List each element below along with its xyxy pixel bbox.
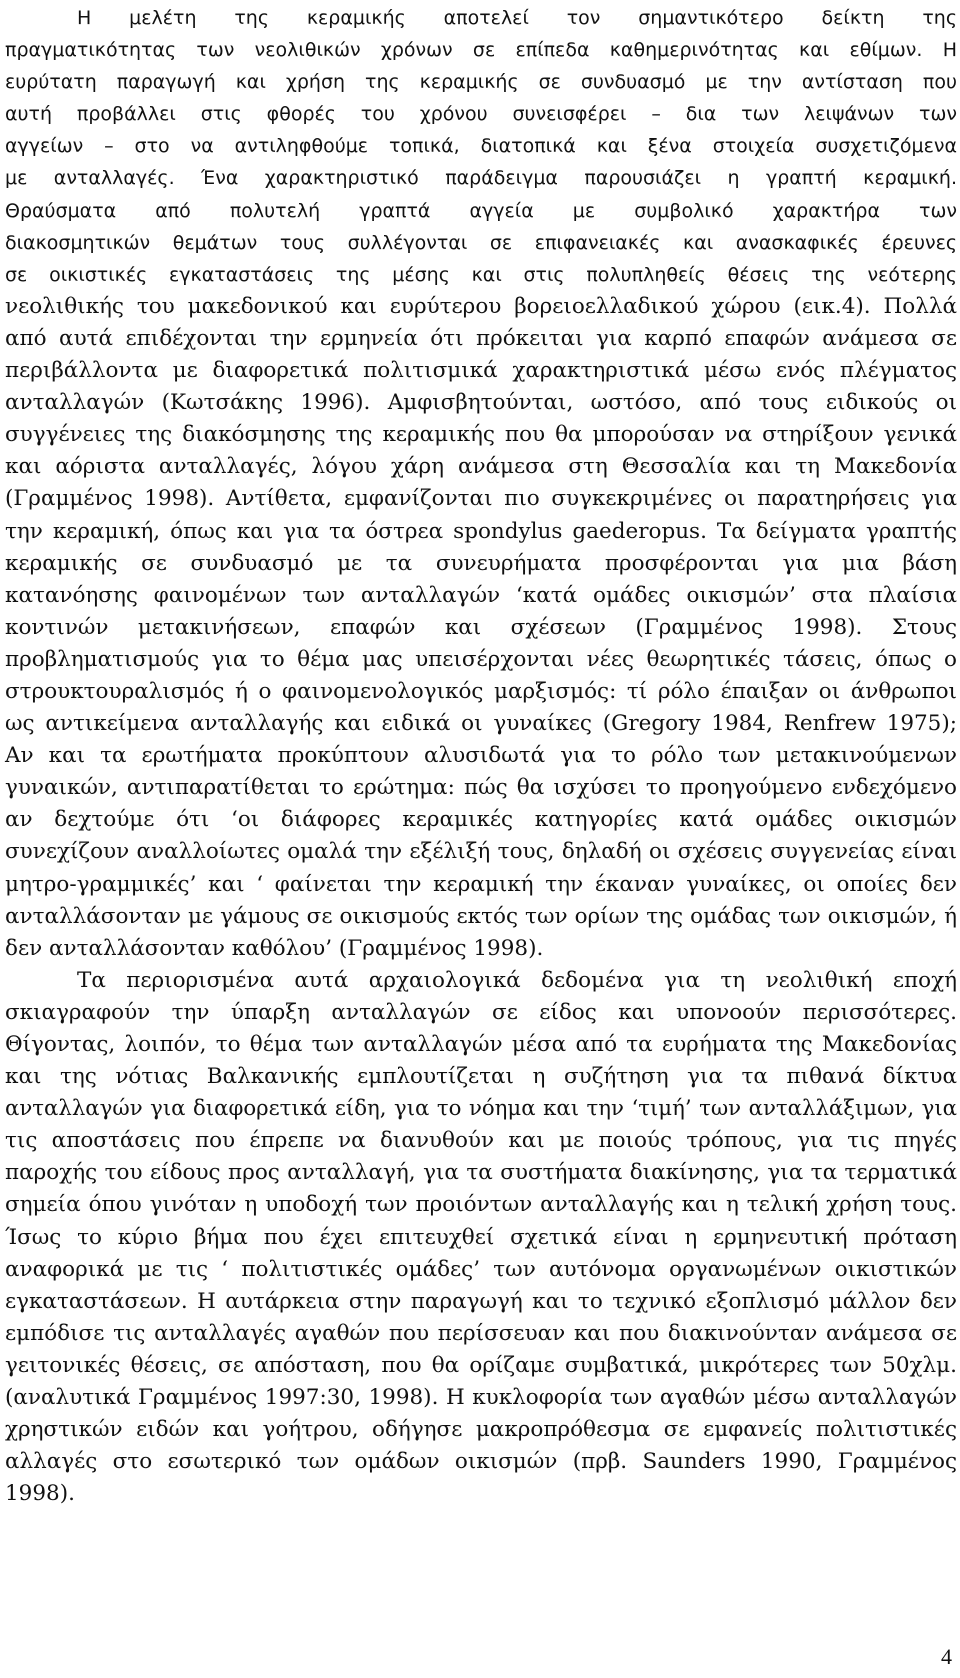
page-number: 4 (941, 1644, 952, 1669)
text-line: παροχής του είδους προς ανταλλαγή, για τα συστήματα διακίνησης, για τα τερματικά (5, 1160, 957, 1186)
text-line: με ανταλλαγές. Ένα χαρακτηριστικό παράδειγμα παρουσιάζει η γραπτή κεραμική. (5, 167, 957, 190)
text-line: κοντινών μετακινήσεων, επαφών και σχέσεων (Γραμμένος 1998). Στους (5, 614, 957, 640)
text-line: κεραμικής σε συνδυασμό με τα συνευρήματα προσφέρονται για μια βάση (5, 550, 957, 576)
text-line: γυναικών, αντιπαρατίθεται το ερώτημα: πώς θα ισχύσει το προηγούμενο ενδεχόμενο (5, 775, 957, 801)
text-line: σημεία όπου γινόταν η υποδοχή των προιόντων ανταλλαγής και η τελική χρήση τους. (5, 1192, 957, 1218)
text-line: Ίσως το κύριο βήμα που έχει επιτευχθεί σχετικά είναι η ερμηνευτική πρόταση (5, 1224, 957, 1250)
text-line: στρουκτουραλισμός ή ο φαινομενολογικός μαρξισμός: τί ρόλο έπαιξαν οι άνθρωποι (5, 678, 957, 704)
text-line: περιβάλλοντα με διαφορετικά πολιτισμικά χαρακτηριστικά μέσω ενός πλέγματος (5, 358, 957, 384)
text-line: την κεραμική, όπως και για τα όστρεα spondylus gaederopus. Τα δείγματα γραπτής (5, 518, 957, 544)
text-line: αλλαγές στο εσωτερικό των ομάδων οικισμών (πρβ. Saunders 1990, Γραμμένος (5, 1449, 957, 1475)
text-line: ανταλλαγών για διαφορετικά είδη, για το νόημα και την ‘τιμή’ των ανταλλάξιμων, για (5, 1096, 957, 1122)
text-line: Θίγοντας, λοιπόν, το θέμα των ανταλλαγών μέσα από τα ευρήματα της Μακεδονίας (5, 1032, 957, 1057)
text-line: νεολιθικής του μακεδονικού και ευρύτερου βορειοελλαδικού χώρου (εικ.4). Πολλά (5, 293, 957, 319)
text-line: τις αποστάσεις που έπρεπε να διανυθούν και με ποιούς τρόπους, για τις πηγές (5, 1128, 957, 1154)
text-line: αυτή προβάλλει στις φθορές του χρόνου συνεισφέρει – δια των λειψάνων των (5, 103, 957, 126)
text-line: διακοσμητικών θεμάτων τους συλλέγονται σε επιφανειακές και ανασκαφικές έρευνες (5, 231, 957, 254)
text-line: Θραύσματα από πολυτελή γραπτά αγγεία με συμβολικό χαρακτήρα των (5, 199, 957, 222)
text-line: Αν και τα ερωτήματα προκύπτουν αλυσιδωτά για το ρόλο των μετακινούμενων (5, 743, 957, 769)
text-line: Τα περιορισμένα αυτά αρχαιολογικά δεδομένα για τη νεολιθική εποχή (77, 967, 957, 993)
text-line: γειτονικές θέσεις, σε απόσταση, που θα ορίζαμε συμβατικά, μικρότερες των 50χλμ. (5, 1352, 957, 1378)
text-line: 1998). (5, 1481, 75, 1507)
text-line: συγγένειες της διακόσμησης της κεραμικής που θα μπορούσαν να στηρίξουν γενικά (5, 422, 957, 448)
text-line: και αόριστα ανταλλαγές, λόγου χάρη ανάμεσα στη Θεσσαλία και τη Μακεδονία (5, 454, 957, 480)
text-line: δεν ανταλλάσονταν καθόλου’ (Γραμμένος 1998). (5, 935, 544, 961)
text-line: ανταλλάσονταν με γάμους σε οικισμούς εκτός των ορίων της ομάδας των οικισμών, ή (5, 903, 957, 929)
text-line: αν δεχτούμε ότι ‘οι διάφορες κεραμικές κατηγορίες κατά ομάδες οικισμών (5, 807, 957, 833)
text-line: αγγείων – στο να αντιληφθούμε τοπικά, διατοπικά και ξένα στοιχεία συσχετιζόμενα (5, 135, 957, 158)
body-text (5, 2, 957, 1510)
text-line: ευρύτατη παραγωγή και χρήση της κεραμικής σε συνδυασμό με την αντίσταση που (5, 71, 957, 94)
text-line: χρηστικών ειδών και γοήτρου, οδήγησε μακροπρόθεσμα σε εμφανείς πολιτιστικές (5, 1417, 957, 1443)
text-line: μητρο-γραμμικές’ και ‘ φαίνεται την κεραμική την έκαναν γυναίκες, οι οποίες δεν (5, 871, 957, 897)
text-line: σε οικιστικές εγκαταστάσεις της μέσης και στις πολυπληθείς θέσεις της νεότερης (5, 263, 957, 286)
text-line: αναφορικά με τις ‘ πολιτιστικές ομάδες’ των αυτόνομα οργανωμένων οικιστικών (5, 1256, 957, 1282)
text-line: ως αντικείμενα ανταλλαγής και ειδικά οι γυναίκες (Gregory 1984, Renfrew 1975); (5, 711, 957, 737)
text-line: (Γραμμένος 1998). Αντίθετα, εμφανίζονται πιο συγκεκριμένες οι παρατηρήσεις για (5, 486, 957, 512)
text-line: (αναλυτικά Γραμμένος 1997:30, 1998). Η κυκλοφορία των αγαθών μέσω ανταλλαγών (5, 1385, 957, 1411)
text-line: προβληματισμούς για το θέμα μας υπεισέρχονται νέες θεωρητικές τάσεις, όπως ο (5, 646, 957, 672)
text-line: κατανόησης φαινομένων των ανταλλαγών ‘κατά ομάδες οικισμών’ στα πλαίσια (5, 582, 957, 608)
text-line: εμπόδισε τις ανταλλαγές αγαθών που περίσσευαν και που διακινούνταν ανάμεσα σε (5, 1320, 957, 1346)
text-line: εγκαταστάσεων. Η αυτάρκεια στην παραγωγή και το τεχνικό εξοπλισμό μάλλον δεν (5, 1288, 957, 1314)
text-line: από αυτά επιδέχονται την ερμηνεία ότι πρόκειται για καρπό επαφών ανάμεσα σε (5, 325, 957, 351)
text-line: ανταλλαγών (Κωτσάκης 1996). Αμφισβητούνται, ωστόσο, από τους ειδικούς οι (5, 390, 957, 416)
text-line: Η μελέτη της κεραμικής αποτελεί τον σημαντικότερο δείκτη της (77, 7, 957, 29)
text-line: πραγματικότητας των νεολιθικών χρόνων σε επίπεδα καθημερινότητας και εθίμων. Η (5, 39, 957, 62)
text-line: σκιαγραφούν την ύπαρξη ανταλλαγών σε είδος και υπονοούν περισσότερες. (5, 999, 957, 1025)
text-line: συνεχίζουν αναλλοίωτες ομαλά την εξέλιξή τους, δηλαδή οι σχέσεις συγγενείας είναι (5, 839, 957, 865)
text-line: και της νότιας Βαλκανικής εμπλουτίζεται η συζήτηση για τα πιθανά δίκτυα (5, 1064, 957, 1090)
